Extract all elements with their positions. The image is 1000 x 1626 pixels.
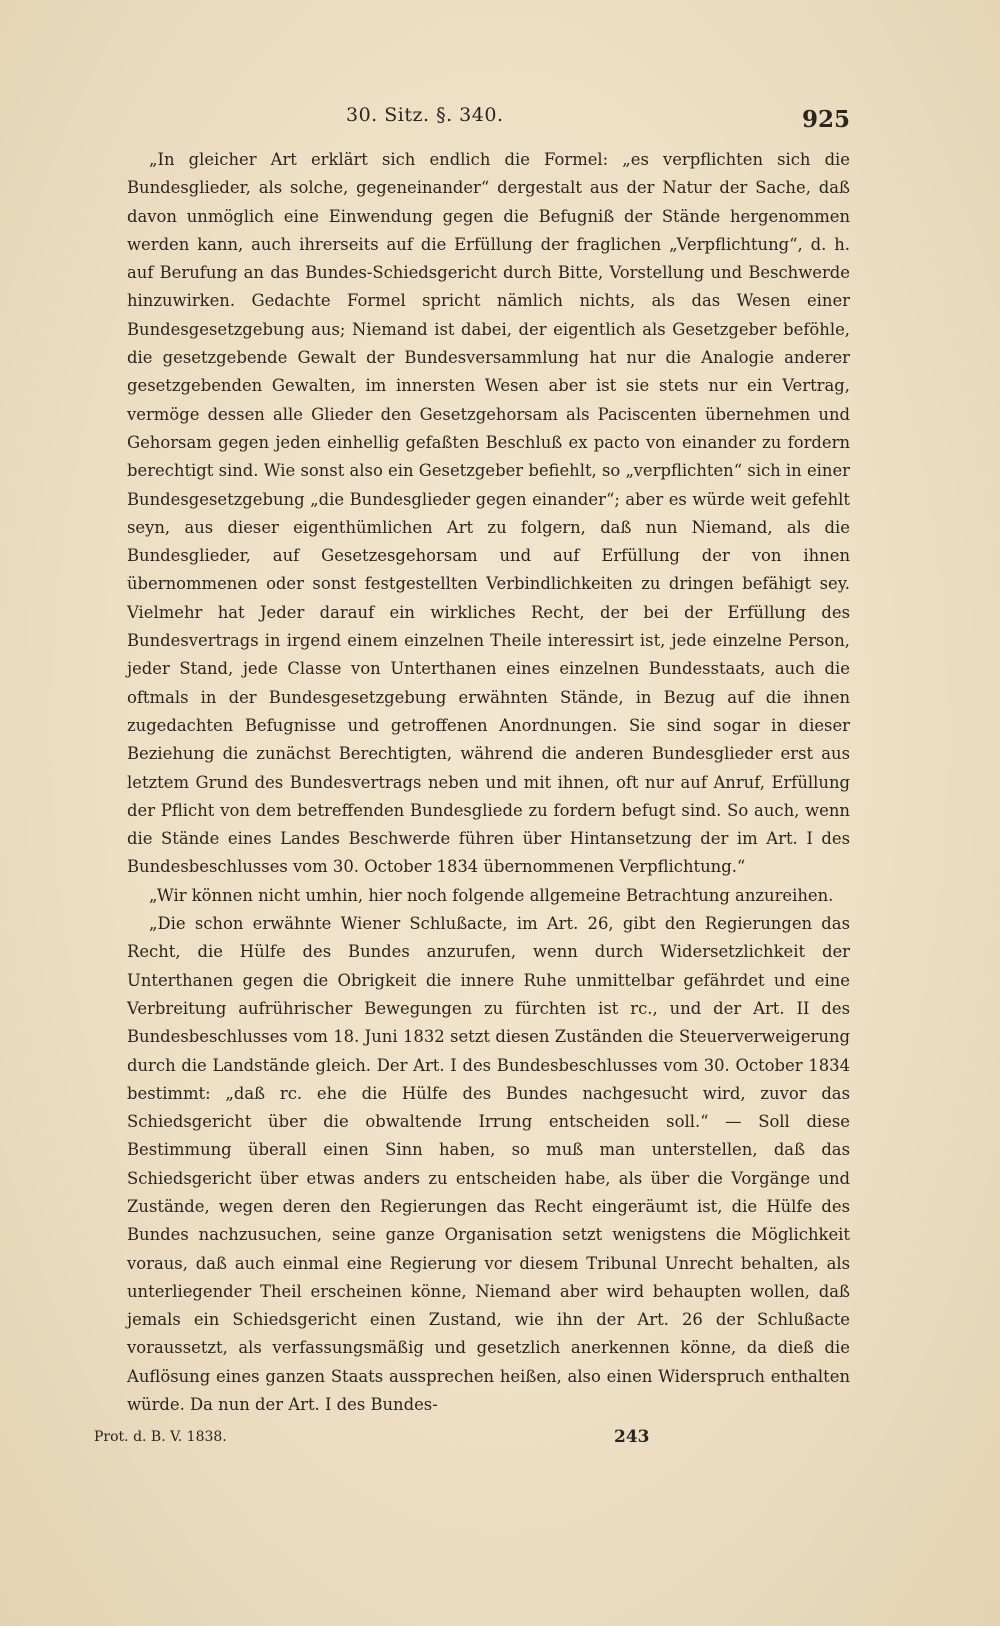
- gathering-number: 243: [614, 1427, 650, 1447]
- page-number: 925: [801, 106, 850, 133]
- printer-signature: Prot. d. B. V. 1838.: [94, 1429, 227, 1445]
- paragraph: „Die schon erwähnte Wiener Schlußacte, im Art. 26, gibt den Regierungen das Recht, die Hülfe des Bundes anzurufen, wenn durch Widersetzlichkeit der Unterthanen gegen die Obrigkeit die innere Ruhe unmittelbar gefährdet und eine Verbreitung aufrührischer Bewegungen zu fürchten ist rc., und der Art. II des Bundesbeschlusses vom 18. Juni 1832 setzt diesen Zuständen die Steuerverweigerung durch die Landstände gleich. Der Art. I des Bundesbeschlusses vom 30. October 1834 bestimmt: „daß rc. ehe die Hülfe des Bundes nachgesucht wird, zuvor das Schiedsgericht über die obwaltende Irrung entscheiden soll.“ — Soll diese Bestimmung überall einen Sinn haben, so muß man unterstellen, daß das Schiedsgericht über etwas anders zu entscheiden habe, als über die Vorgänge und Zustände, wegen deren den Regierungen das Recht eingeräumt ist, die Hülfe des Bundes nachzusuchen, seine ganze Organisation setzt wenigstens die Möglichkeit voraus, daß auch einmal eine Regierung vor diesem Tribunal Unrecht behalten, als unterliegender Theil erscheinen könne, Niemand aber wird behaupten wollen, daß jemals ein Schiedsgericht einen Zustand, wie ihn der Art. 26 der Schlußacte voraussetzt, als verfassungsmäßig und gesetzlich anerkennen könne, da dieß die Auflösung eines ganzen Staats aussprechen heißen, also einen Widerspruch enthalten würde. Da nun der Art. I des Bundes-: [127, 914, 850, 1415]
- body-text: [127, 146, 850, 1419]
- page-footer: [94, 1427, 850, 1453]
- running-head: 30. Sitz. §. 340.: [346, 104, 504, 126]
- page-header: [128, 104, 850, 134]
- paragraph: „In gleicher Art erklärt sich endlich die Formel: „es verpflichten sich die Bundesglieder, als solche, gegeneinander“ dergestalt aus der Natur der Sache, daß davon unmöglich eine Einwendung gegen die Befugniß der Stände hergenommen werden kann, auch ihrerseits auf die Erfüllung der fraglichen „Verpflichtung“, d. h. auf Berufung an das Bundes-Schiedsgericht durch Bitte, Vorstellung und Beschwerde hinzuwirken. Gedachte Formel spricht nämlich nichts, als das Wesen einer Bundesgesetzgebung aus; Niemand ist dabei, der eigentlich als Gesetzgeber beföhle, die gesetzgebende Gewalt der Bundesversammlung hat nur die Analogie anderer gesetzgebenden Gewalten, im innersten Wesen aber ist sie stets nur ein Vertrag, vermöge dessen alle Glieder den Gesetzgehorsam als Paciscenten übernehmen und Gehorsam gegen jeden einhellig gefaßten Beschluß ex pacto von einander zu fordern berechtigt sind. Wie sonst also ein Gesetzgeber befiehlt, so „verpflichten“ sich in einer Bundesgesetzgebung „die Bundesglieder gegen einander“; aber es würde weit gefehlt seyn, aus dieser eigenthümlichen Art zu folgern, daß nun Niemand, als die Bundesglieder, auf Gesetzesgehorsam und auf Erfüllung der von ihnen übernommenen oder sonst festgestellten Verbindlichkeiten zu dringen befähigt sey. Vielmehr hat Jeder darauf ein wirkliches Recht, der bei der Erfüllung des Bundesvertrags in irgend einem einzelnen Theile interessirt ist, jede einzelne Person, jeder Stand, jede Classe von Unterthanen eines einzelnen Bundesstaats, auch die oftmals in der Bundesgesetzgebung erwähnten Stände, in Bezug auf die ihnen zugedachten Befugnisse und getroffenen Anordnungen. Sie sind sogar in dieser Beziehung die zunächst Berechtigten, während die anderen Bundesglieder erst aus letztem Grund des Bundesvertrags neben und mit ihnen, oft nur auf Anruf, Erfüllung der Pflicht von dem betreffenden Bundesgliede zu fordern befugt sind. So auch, wenn die Stände eines Landes Beschwerde führen über Hintansetzung der im Art. I des Bundesbeschlusses vom 30. October 1834 übernommenen Verpflichtung.“: [127, 150, 850, 877]
- paragraph: „Wir können nicht umhin, hier noch folgende allgemeine Betrachtung anzureihen.: [149, 885, 834, 905]
